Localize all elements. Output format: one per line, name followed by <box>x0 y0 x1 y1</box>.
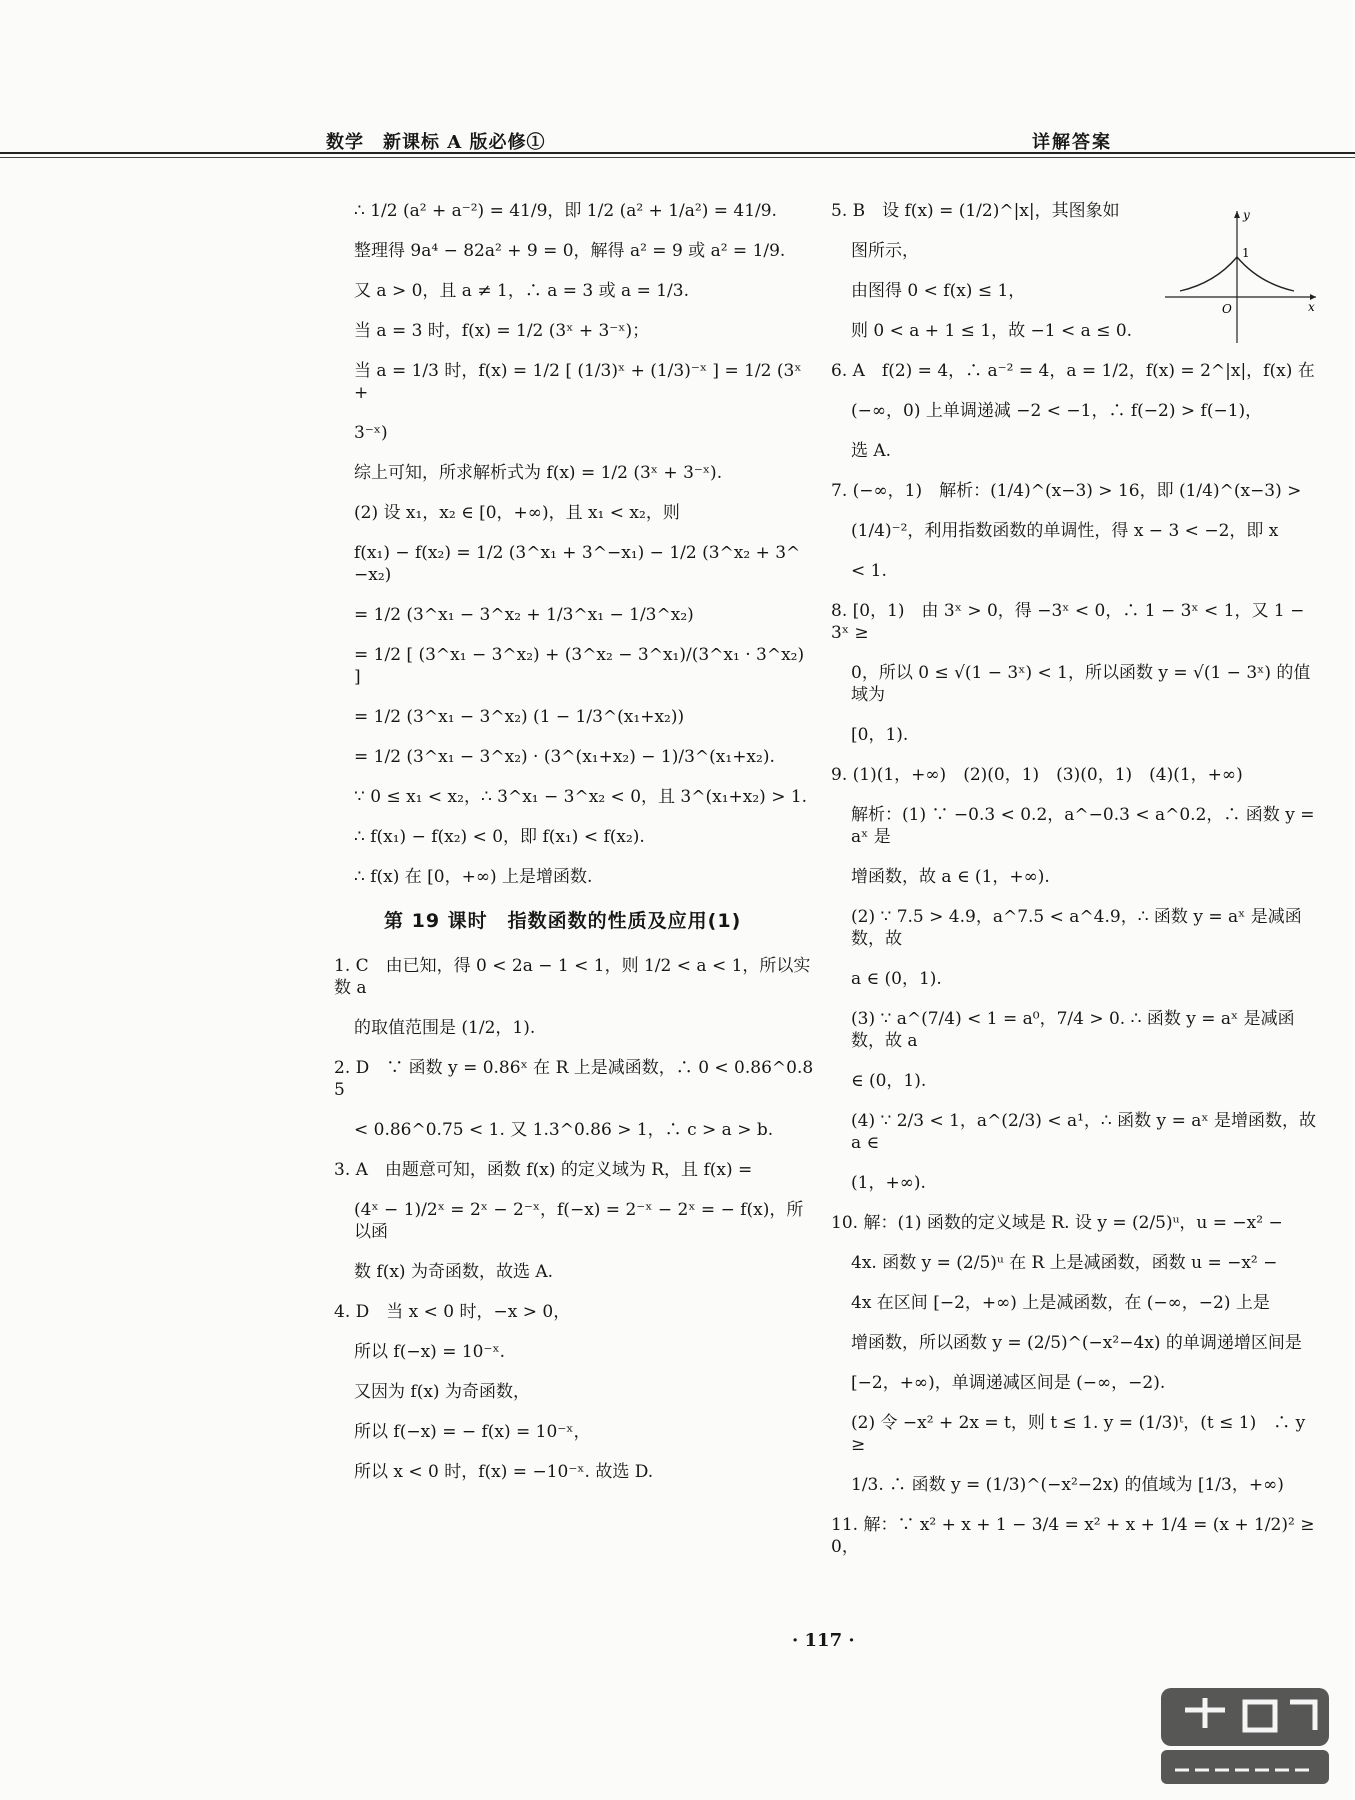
left-answers-line: 的取值范围是 (1/2，1). <box>354 1018 536 1038</box>
left-column-line: (2) 设 x₁，x₂ ∈ [0，+∞)，且 x₁ < x₂，则 <box>354 503 680 523</box>
left-answers-line: (4ˣ − 1)/2ˣ = 2ˣ − 2⁻ˣ，f(−x) = 2⁻ˣ − 2ˣ = − f(x)，所以函 <box>354 1200 804 1242</box>
left-column-line: 又 a > 0，且 a ≠ 1，∴ a = 3 或 a = 1/3. <box>354 281 689 301</box>
right-column-line: < 1. <box>851 561 887 581</box>
left-answers-line: 所以 x < 0 时，f(x) = −10⁻ˣ. 故选 D. <box>354 1462 654 1482</box>
right-column-line: 7. (−∞，1) 解析：(1/4)^(x−3) > 16，即 (1/4)^(x−3) > <box>831 481 1302 501</box>
right-column-line: 则 0 < a + 1 ≤ 1，故 −1 < a ≤ 0. <box>851 321 1133 341</box>
right-column-line: (3) ∵ a^(7/4) < 1 = a⁰，7/4 > 0. ∴ 函数 y = aˣ 是减函数，故 a <box>851 1009 1295 1051</box>
left-answers-line: 所以 f(−x) = − f(x) = 10⁻ˣ， <box>354 1422 591 1442</box>
right-column <box>831 200 1322 1576</box>
right-column-line: (2) 令 −x² + 2x = t，则 t ≤ 1. y = (1/3)ᵗ，(t ≤ 1) ∴ y ≥ <box>851 1413 1311 1455</box>
right-column-line: [−2，+∞)，单调递减区间是 (−∞，−2). <box>851 1373 1166 1393</box>
header-rule <box>0 152 1355 154</box>
right-column-line: ∈ (0，1). <box>851 1071 927 1091</box>
graph-y-label: y <box>1243 208 1250 222</box>
left-column-line: ∴ 1/2 (a² + a⁻²) = 41/9，即 1/2 (a² + 1/a²) = 41/9. <box>354 201 777 221</box>
right-column-line: 5. B 设 f(x) = (1/2)^|x|，其图象如 <box>831 201 1120 221</box>
header-subject: 数学 新课标 A 版必修① <box>326 132 546 153</box>
right-column-line: 6. A f(2) = 4，∴ a⁻² = 4，a = 1/2，f(x) = 2^|x|，f(x) 在 <box>831 361 1315 381</box>
right-column-line: 4x 在区间 [−2，+∞) 上是减函数，在 (−∞，−2) 上是 <box>851 1293 1270 1313</box>
right-column-line: 选 A. <box>851 441 892 461</box>
graph-y-arrow <box>1234 211 1240 218</box>
right-column-line: 增函数，故 a ∈ (1，+∞). <box>851 867 1050 887</box>
right-column-line: (1/4)⁻²，利用指数函数的单调性，得 x − 3 < −2，即 x <box>851 521 1279 541</box>
left-column-line: 当 a = 3 时，f(x) = 1/2 (3ˣ + 3⁻ˣ)； <box>354 321 650 341</box>
left-answers-line: 所以 f(−x) = 10⁻ˣ. <box>354 1342 506 1362</box>
left-answers-line: 2. D ∵ 函数 y = 0.86ˣ 在 R 上是减函数，∴ 0 < 0.86^0.85 <box>334 1058 814 1100</box>
right-column-line: 图所示， <box>851 241 919 261</box>
right-column-line: a ∈ (0，1). <box>851 969 942 989</box>
left-column <box>334 200 816 1501</box>
right-column-line: 10. 解：(1) 函数的定义域是 R. 设 y = (2/5)ᵘ，u = −x² − <box>831 1213 1283 1233</box>
function-graph <box>1160 205 1320 345</box>
left-column-line: 整理得 9a⁴ − 82a² + 9 = 0，解得 a² = 9 或 a² = 1/9. <box>354 241 786 261</box>
right-column-line: 由图得 0 < f(x) ≤ 1， <box>851 281 1026 301</box>
left-column-line: f(x₁) − f(x₂) = 1/2 (3^x₁ + 3^−x₁) − 1/2 (3^x₂ + 3^−x₂) <box>354 543 801 585</box>
left-column-line: = 1/2 (3^x₁ − 3^x₂) · (3^(x₁+x₂) − 1)/3^(x₁+x₂). <box>354 747 775 767</box>
left-column-line: = 1/2 [ (3^x₁ − 3^x₂) + (3^x₂ − 3^x₁)/(3^x₁ · 3^x₂) ] <box>354 645 810 687</box>
header-section: 详解答案 <box>1032 132 1112 153</box>
watermark-logo <box>1155 1680 1335 1790</box>
header-rule-thin <box>0 157 1355 158</box>
right-column-line: 解析：(1) ∵ −0.3 < 0.2，a^−0.3 < a^0.2，∴ 函数 y = aˣ 是 <box>851 805 1320 847</box>
right-column-line: (1，+∞). <box>851 1173 926 1193</box>
right-column-line: [0，1). <box>851 725 909 745</box>
right-column-line: 4x. 函数 y = (2/5)ᵘ 在 R 上是减函数，函数 u = −x² − <box>851 1253 1278 1273</box>
left-column-line: ∵ 0 ≤ x₁ < x₂，∴ 3^x₁ − 3^x₂ < 0，且 3^(x₁+x₂) > 1. <box>354 787 808 807</box>
left-answers-line: 又因为 f(x) 为奇函数， <box>354 1382 530 1402</box>
graph-intercept-label: 1 <box>1242 246 1250 260</box>
right-column-line: (−∞，0) 上单调递减 −2 < −1，∴ f(−2) > f(−1)， <box>851 401 1263 421</box>
graph-origin-label: O <box>1222 302 1232 316</box>
left-column-line: = 1/2 (3^x₁ − 3^x₂) (1 − 1/3^(x₁+x₂)) <box>354 707 685 727</box>
left-column-line: 当 a = 1/3 时，f(x) = 1/2 [ (1/3)ˣ + (1/3)⁻ˣ ] = 1/2 (3ˣ + <box>354 361 807 403</box>
left-column-line: 综上可知，所求解析式为 f(x) = 1/2 (3ˣ + 3⁻ˣ). <box>354 463 723 483</box>
section-title: 第 19 课时 指数函数的性质及应用(1) <box>384 910 742 932</box>
left-answers-line: 1. C 由已知，得 0 < 2a − 1 < 1，则 1/2 < a < 1，所以实数 a <box>334 956 811 998</box>
right-column-line: 1/3. ∴ 函数 y = (1/3)^(−x²−2x) 的值域为 [1/3，+∞) <box>851 1475 1284 1495</box>
left-answers-line: < 0.86^0.75 < 1. 又 1.3^0.86 > 1，∴ c > a > b. <box>354 1120 774 1140</box>
page-header <box>0 0 1355 160</box>
graph-x-label: x <box>1308 300 1315 314</box>
right-column-line: (4) ∵ 2/3 < 1，a^(2/3) < a¹，∴ 函数 y = aˣ 是增函数，故 a ∈ <box>851 1111 1322 1153</box>
right-column-line: 0，所以 0 ≤ √(1 − 3ˣ) < 1，所以函数 y = √(1 − 3ˣ) 的值域为 <box>851 663 1311 705</box>
right-column-line: (2) ∵ 7.5 > 4.9，a^7.5 < a^4.9，∴ 函数 y = aˣ 是减函数，故 <box>851 907 1302 949</box>
left-column-line: ∴ f(x) 在 [0，+∞) 上是增函数. <box>354 867 593 887</box>
left-column-line: ∴ f(x₁) − f(x₂) < 0，即 f(x₁) < f(x₂). <box>354 827 645 847</box>
left-column-line: = 1/2 (3^x₁ − 3^x₂ + 1/3^x₁ − 1/3^x₂) <box>354 605 694 625</box>
left-answers-line: 数 f(x) 为奇函数，故选 A. <box>354 1262 554 1282</box>
right-column-line: 8. [0，1) 由 3ˣ > 0，得 −3ˣ < 0，∴ 1 − 3ˣ < 1，又 1 − 3ˣ ≥ <box>831 601 1310 643</box>
right-column-line: 增函数，所以函数 y = (2/5)^(−x²−4x) 的单调递增区间是 <box>851 1333 1302 1353</box>
right-column-line: 11. 解：∵ x² + x + 1 − 3/4 = x² + x + 1/4 = (x + 1/2)² ≥ 0， <box>831 1515 1320 1557</box>
page-number: · 117 · <box>792 1630 855 1651</box>
left-answers-line: 3. A 由题意可知，函数 f(x) 的定义域为 R，且 f(x) = <box>334 1160 753 1180</box>
right-column-line: 9. (1)(1，+∞) (2)(0，1) (3)(0，1) (4)(1，+∞) <box>831 765 1243 785</box>
left-answers-line: 4. D 当 x < 0 时，−x > 0， <box>334 1302 571 1322</box>
left-column-line: 3⁻ˣ) <box>354 423 388 443</box>
